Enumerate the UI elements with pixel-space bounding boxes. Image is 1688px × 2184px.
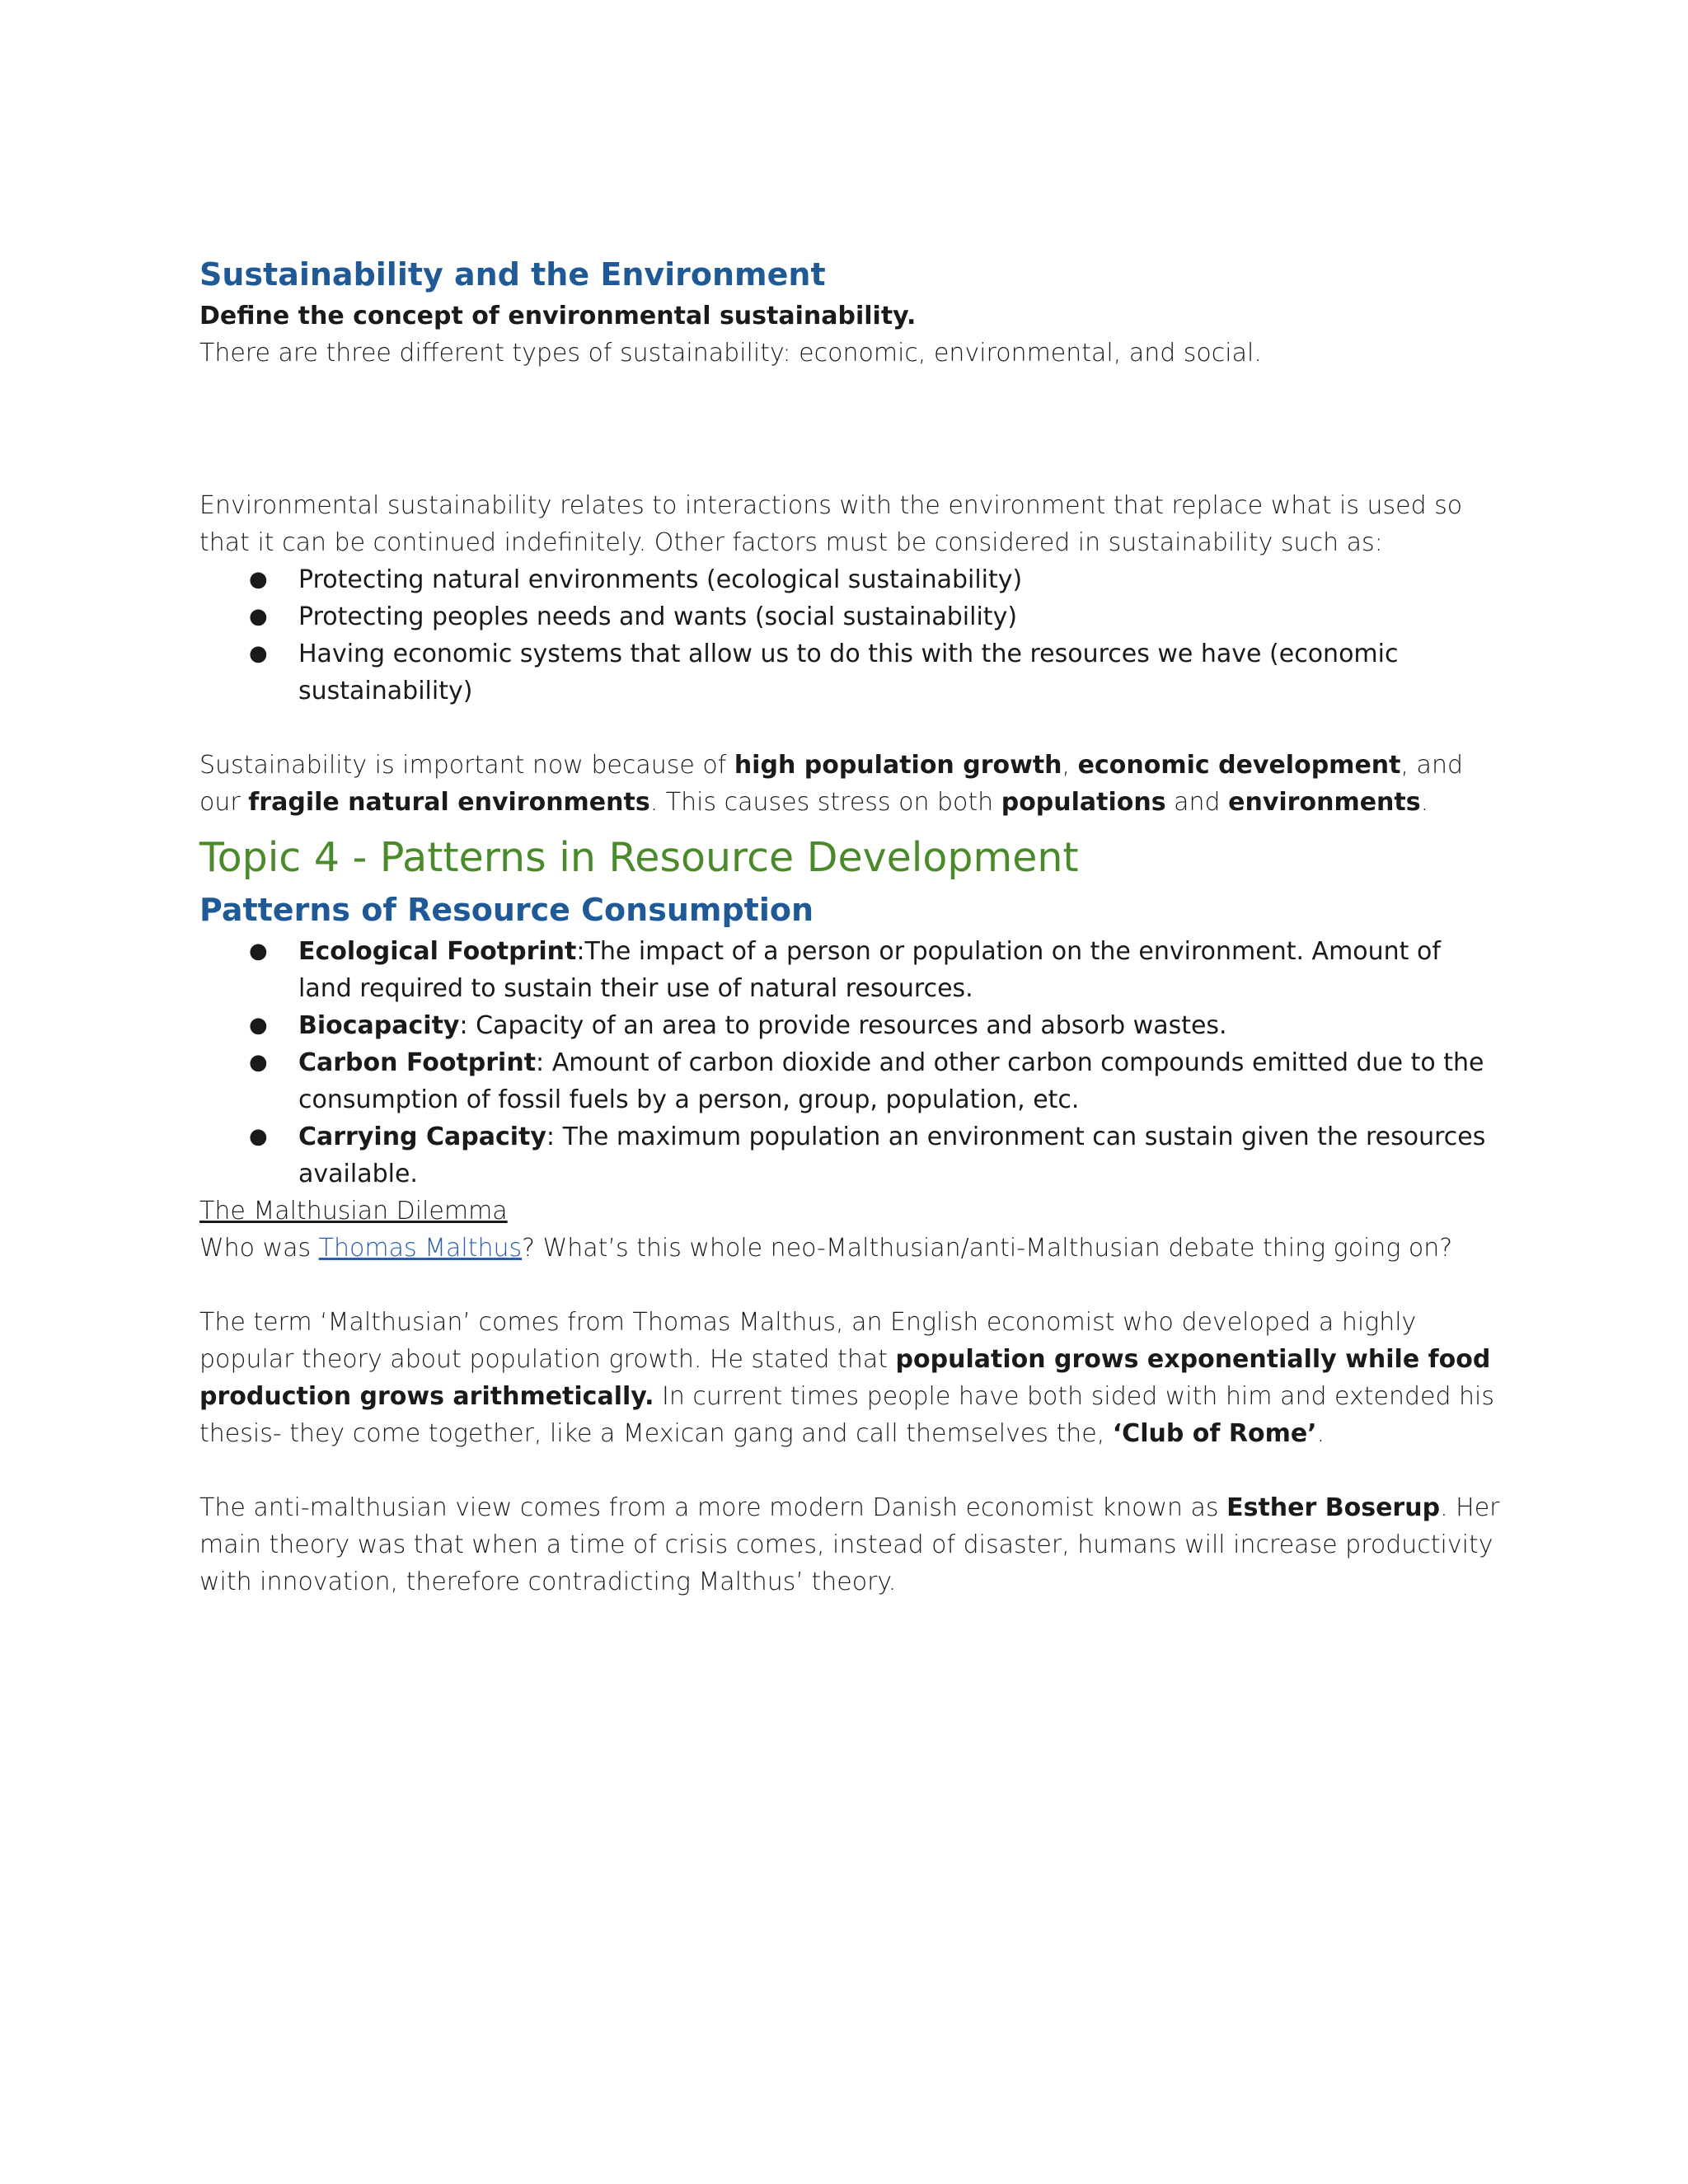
importance-paragraph: Sustainability is important now because of high population growth, economic development, and our fragile natural environments. This causes stress on both populations and environments.: [199, 751, 1463, 817]
list-item: ● Protecting natural environments (ecological sustainability): [199, 561, 1502, 598]
thomas-malthus-link[interactable]: Thomas Malthus: [318, 1234, 523, 1263]
bullet-icon: ●: [249, 1050, 268, 1075]
malthusian-paragraph: The term ‘Malthusian’ comes from Thomas Malthus, an English economist who developed a highly popular theory about population growth. He stated that population grows exponentially while food production grows arithmetically. In current times people have both sided with him and extended his thesis- they come together, like a Mexican gang and call themselves the, ‘Club of Rome’.: [199, 1308, 1495, 1448]
terms-list: [199, 933, 1502, 1193]
topic-title: Topic 4 - Patterns in Resource Development: [199, 834, 1079, 881]
section-heading-sustainability: Sustainability and the Environment: [199, 256, 826, 293]
list-item: ● Having economic systems that allow us to do this with the resources we have (economic sustainability): [199, 635, 1502, 710]
bullet-icon: ●: [249, 604, 268, 629]
malthusian-dilemma-heading: The Malthusian Dilemma: [199, 1197, 508, 1226]
anti-malthusian-paragraph: The anti-malthusian view comes from a more modern Danish economist known as Esther Boserup. Her main theory was that when a time of crisis comes, instead of disaster, humans will increase productivity with innovation, therefore contradicting Malthus’ theory.: [199, 1493, 1500, 1596]
subheading-resource-consumption: Patterns of Resource Consumption: [199, 892, 814, 928]
question-line: Define the concept of environmental sustainability.: [199, 302, 917, 330]
document-page: [199, 251, 1502, 1601]
malthus-question: Who was Thomas Malthus? What’s this whole neo-Malthusian/anti-Malthusian debate thing going on?: [199, 1234, 1453, 1263]
list-item: ● Biocapacity: Capacity of an area to provide resources and absorb wastes.: [199, 1007, 1502, 1044]
bullet-icon: ●: [249, 939, 268, 963]
env-sustainability-paragraph: Environmental sustainability relates to interactions with the environment that replace what is used so that it can be continued indefinitely. Other factors must be considered in sustainability such as:: [199, 491, 1463, 557]
list-item: ● Carbon Footprint: Amount of carbon dioxide and other carbon compounds emitted due to the consumption of fossil fuels by a person, group, population, etc.: [199, 1044, 1502, 1118]
bullet-icon: ●: [249, 567, 268, 592]
list-item: ● Protecting peoples needs and wants (social sustainability): [199, 598, 1502, 635]
bullet-icon: ●: [249, 1013, 268, 1038]
intro-paragraph: There are three different types of sustainability: economic, environmental, and social.: [199, 339, 1262, 368]
sustainability-factors-list: [199, 561, 1502, 710]
list-item: ● Carrying Capacity: The maximum population an environment can sustain given the resources available.: [199, 1118, 1502, 1193]
bullet-icon: ●: [249, 1124, 268, 1149]
list-item: ● Ecological Footprint:The impact of a person or population on the environment. Amount of land required to sustain their use of natural resources.: [199, 933, 1502, 1007]
bullet-icon: ●: [249, 641, 268, 666]
